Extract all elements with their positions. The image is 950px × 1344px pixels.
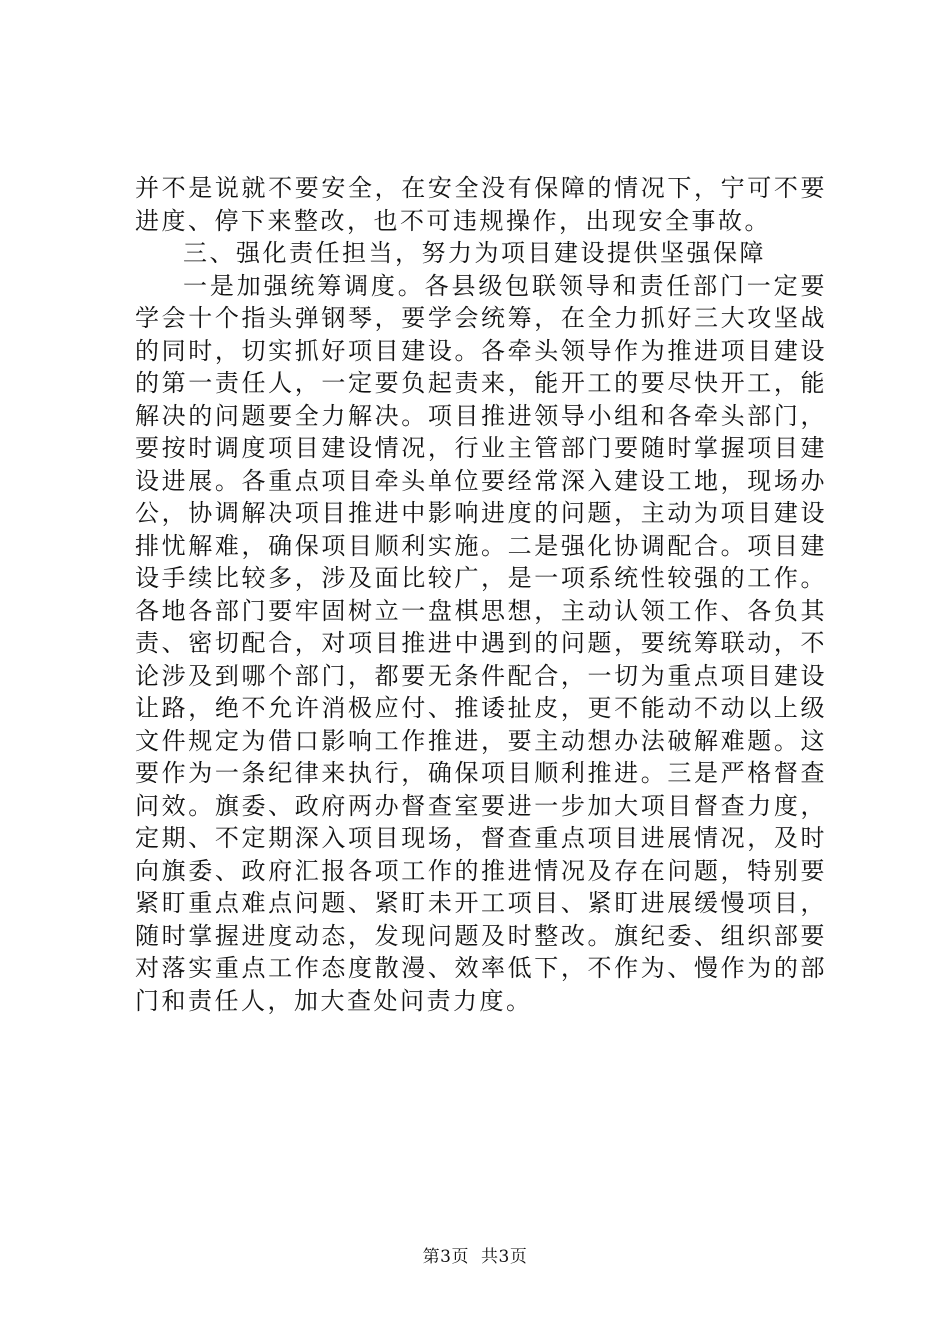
section-heading: 三、强化责任担当，努力为项目建设提供坚强保障 (183, 239, 766, 267)
paragraph-body: 一是加强统筹调度。各县级包联领导和责任部门一定要学会十个指头弹钢琴，要学会统筹，在全力抓好三大攻坚战的同时，切实抓好项目建设。各牵头领导作为推进项目建设的第一责任人，一定要负起责来，能开工的要尽快开工，能解决的问题要全力解决。项目推进领导小组和各牵头部门，要按时调度项目建设情况，行业主管部门要随时掌握项目建设进展。各重点项目牵头单位要经常深入建设工地，现场办公，协调解决项目推进中影响进度的问题，主动为项目建设排忧解难，确保项目顺利实施。二是强化协调配合。项目建设手续比较多，涉及面比较广，是一项系统性较强的工作。各地各部门要牢固树立一盘棋思想，主动认领工作、各负其责、密切配合，对项目推进中遇到的问题，要统筹联动，不论涉及到哪个部门，都要无条件配合，一切为重点项目建设让路，绝不允许消极应付、推诿扯皮，更不能动不动以上级文件规定为借口影响工作推进，要主动想办法破解难题。这要作为一条纪律来执行，确保项目顺利推进。三是严格督查问效。旗委、政府两办督查室要进一步加大项目督查力度，定期、不定期深入项目现场，督查重点项目进展情况，及时向旗委、政府汇报各项工作的推进情况及存在问题，特别要紧盯重点难点问题、紧盯未开工项目、紧盯进展缓慢项目，随时掌握进度动态，发现问题及时整改。旗纪委、组织部要对落实重点工作态度散漫、效率低下，不作为、慢作为的部门和责任人，加大查处问责力度。 (135, 271, 827, 1015)
document-body (135, 172, 827, 1017)
total-pages: 共3页 (481, 1247, 528, 1267)
page-number: 第3页 (422, 1247, 469, 1267)
page-footer (0, 1242, 950, 1267)
paragraph-continuation: 并不是说就不要安全，在安全没有保障的情况下，宁可不要进度、停下来整改，也不可违规操作，出现安全事故。 (135, 174, 827, 235)
